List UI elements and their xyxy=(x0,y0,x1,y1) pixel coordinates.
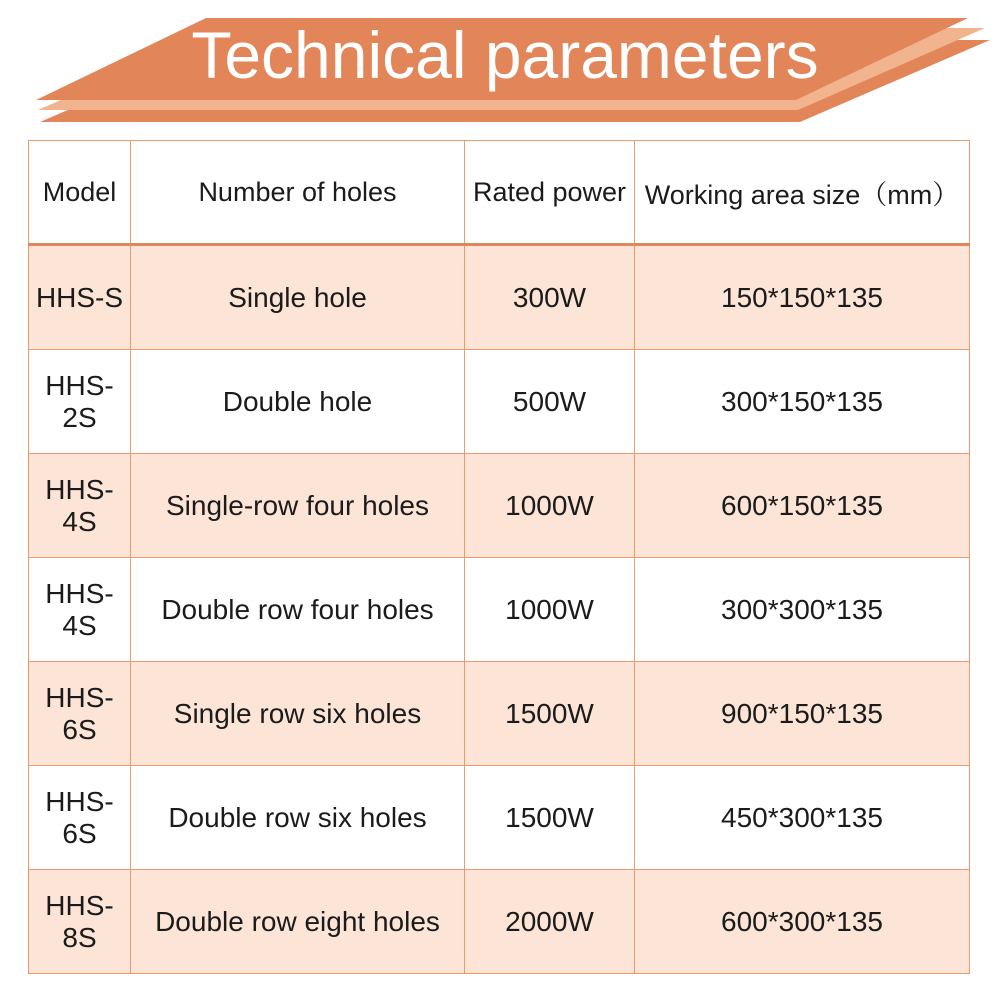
cell-area: 300*150*135 xyxy=(635,350,970,454)
cell-area: 600*300*135 xyxy=(635,870,970,974)
cell-model: HHS-6S xyxy=(29,662,131,766)
cell-power: 2000W xyxy=(465,870,635,974)
table-row xyxy=(29,870,970,974)
cell-model: HHS-S xyxy=(29,245,131,350)
cell-area: 900*150*135 xyxy=(635,662,970,766)
table-header-row xyxy=(29,141,970,245)
header-working-area-size: Working area size（mm） xyxy=(635,141,970,245)
cell-model: HHS-2S xyxy=(29,350,131,454)
cell-power: 1500W xyxy=(465,766,635,870)
cell-power: 1000W xyxy=(465,558,635,662)
cell-holes: Double row eight holes xyxy=(131,870,465,974)
cell-model: HHS-6S xyxy=(29,766,131,870)
table-row xyxy=(29,454,970,558)
cell-holes: Double hole xyxy=(131,350,465,454)
cell-model: HHS-4S xyxy=(29,558,131,662)
cell-model: HHS-8S xyxy=(29,870,131,974)
cell-model: HHS-4S xyxy=(29,454,131,558)
header-model: Model xyxy=(29,141,131,245)
header-rated-power: Rated power xyxy=(465,141,635,245)
table-row xyxy=(29,350,970,454)
cell-power: 500W xyxy=(465,350,635,454)
table-row xyxy=(29,558,970,662)
cell-holes: Single hole xyxy=(131,245,465,350)
cell-holes: Double row four holes xyxy=(131,558,465,662)
cell-power: 1000W xyxy=(465,454,635,558)
cell-area: 300*300*135 xyxy=(635,558,970,662)
table-row xyxy=(29,245,970,350)
cell-area: 450*300*135 xyxy=(635,766,970,870)
cell-power: 300W xyxy=(465,245,635,350)
table-row xyxy=(29,662,970,766)
technical-parameters-table xyxy=(28,140,970,974)
cell-holes: Double row six holes xyxy=(131,766,465,870)
table-row xyxy=(29,766,970,870)
cell-power: 1500W xyxy=(465,662,635,766)
page-title: Technical parameters xyxy=(191,18,819,92)
title-banner xyxy=(0,0,1000,135)
cell-holes: Single row six holes xyxy=(131,662,465,766)
header-number-of-holes: Number of holes xyxy=(131,141,465,245)
cell-holes: Single-row four holes xyxy=(131,454,465,558)
cell-area: 600*150*135 xyxy=(635,454,970,558)
cell-area: 150*150*135 xyxy=(635,245,970,350)
